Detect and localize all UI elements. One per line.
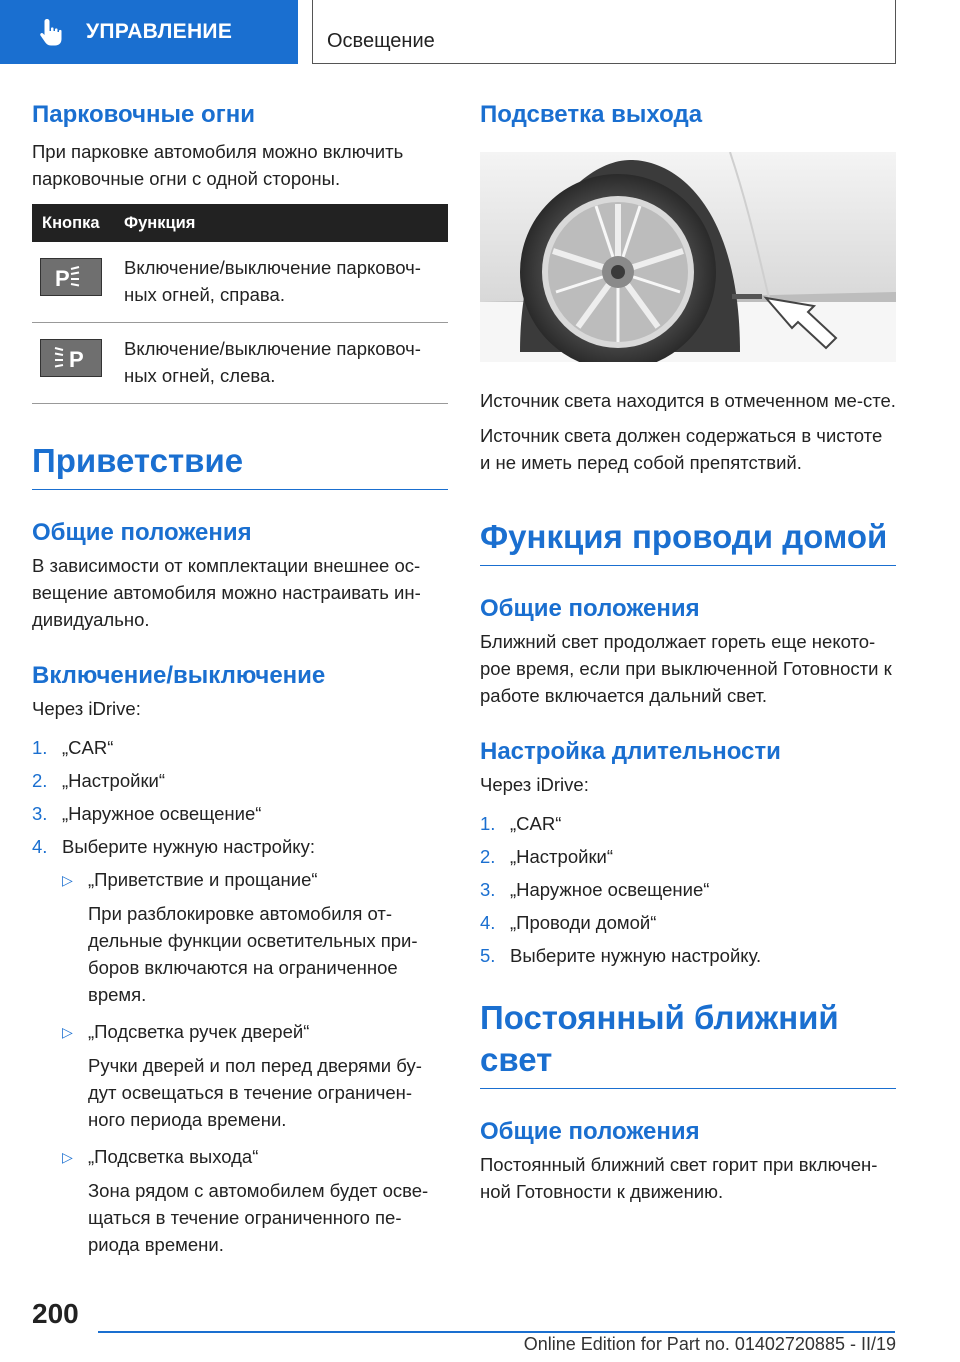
table-header-button: Кнопка: [42, 213, 100, 232]
hand-pointer-icon: [38, 17, 66, 47]
chapter-tab[interactable]: [0, 0, 298, 64]
exit-light-text-1: Источник света находится в отмеченном ме-сте.: [480, 390, 896, 411]
welcome-heading: Приветствие: [32, 440, 448, 490]
section-label: Освещение: [327, 30, 435, 52]
exit-light-text-2: Источник света должен содержаться в чистоте и не иметь перед собой препятствий.: [480, 425, 883, 473]
homecoming-duration-heading: Настройка длительности: [480, 738, 781, 765]
homecoming-general-text: Ближний свет продолжает гореть еще некото-рое время, если при выключенной Готовности к работе включается дальний свет.: [480, 631, 892, 706]
list-item: 4. „Проводи домой“: [480, 912, 657, 933]
svg-text:P: P: [55, 266, 70, 291]
homecoming-heading: Функция проводи домой: [480, 516, 896, 566]
list-item: ▷ „Подсветка ручек дверей“ Ручки дверей и пол перед дверями бу-дут освещаться в течение ограничен-ного периода времени.: [62, 1018, 448, 1133]
parking-lights-heading: Парковочные огни: [32, 101, 255, 128]
exit-light-heading: Подсветка выхода: [480, 101, 703, 128]
parking-light-left-icon: [40, 339, 102, 377]
welcome-steps-list: [32, 734, 448, 860]
permanent-low-beam-heading: Постоянный ближний свет: [480, 997, 896, 1089]
list-item: 3. „Наружное освещение“: [32, 803, 262, 824]
section-header: [312, 0, 896, 64]
list-item: 2. „Настройки“: [480, 846, 614, 867]
homecoming-general-heading: Общие положения: [480, 595, 700, 622]
welcome-general-text: В зависимости от комплектации внешнее ос-вещение автомобиля можно настраивать ин-дивидуально.: [32, 555, 421, 630]
list-item: ▷ „Приветствие и прощание“ При разблокировке автомобиля от-дельные функции осветительных при-боров включаются на ограниченное время.: [62, 866, 448, 1008]
page-number: 200: [32, 1298, 79, 1329]
triangle-bullet-icon: ▷: [62, 1149, 73, 1165]
parking-light-right-icon: [40, 258, 102, 296]
chapter-label: УПРАВЛЕНИЕ: [86, 20, 233, 43]
welcome-general-heading: Общие положения: [32, 519, 252, 546]
triangle-bullet-icon: ▷: [62, 872, 73, 888]
right-column: [480, 100, 896, 1205]
list-item: 1. „CAR“: [32, 737, 114, 758]
edition-link[interactable]: Online Edition for Part no. 01402720885 - II/19: [523, 1334, 896, 1354]
parking-lights-table: [32, 204, 448, 404]
list-item: 5. Выберите нужную настройку.: [480, 945, 762, 966]
table-cell-function: Включение/выключение парковоч-ных огней, справа.: [124, 257, 421, 305]
left-column: [32, 100, 448, 1268]
list-item: 2. „Настройки“: [32, 770, 166, 791]
list-item: 1. „CAR“: [480, 813, 562, 834]
welcome-via-idrive: Через iDrive:: [32, 698, 141, 719]
table-cell-function: Включение/выключение парковоч-ных огней, слева.: [124, 338, 421, 386]
permanent-general-text: Постоянный ближний свет горит при включен-ной Готовности к движению.: [480, 1154, 878, 1202]
list-item: ▷ „Подсветка выхода“ Зона рядом с автомобилем будет осве-щаться в течение ограниченного пе-риода времени.: [62, 1143, 448, 1258]
homecoming-via-idrive: Через iDrive:: [480, 774, 589, 795]
list-item: 4. Выберите нужную настройку:: [32, 836, 315, 857]
table-row: [32, 242, 448, 323]
list-item: 3. „Наружное освещение“: [480, 879, 710, 900]
homecoming-steps-list: [480, 810, 896, 969]
svg-text:P: P: [69, 347, 84, 372]
table-header-function: Функция: [124, 213, 196, 232]
permanent-general-heading: Общие положения: [480, 1118, 700, 1145]
table-header: [32, 204, 448, 242]
welcome-onoff-heading: Включение/выключение: [32, 662, 326, 689]
parking-lights-intro: При парковке автомобиля можно включить парковочные огни с одной стороны.: [32, 141, 404, 189]
table-row: [32, 323, 448, 404]
welcome-options-list: [62, 866, 448, 1258]
car-wheel-photo: [480, 152, 896, 362]
triangle-bullet-icon: ▷: [62, 1024, 73, 1040]
footer-divider: [98, 1331, 895, 1333]
